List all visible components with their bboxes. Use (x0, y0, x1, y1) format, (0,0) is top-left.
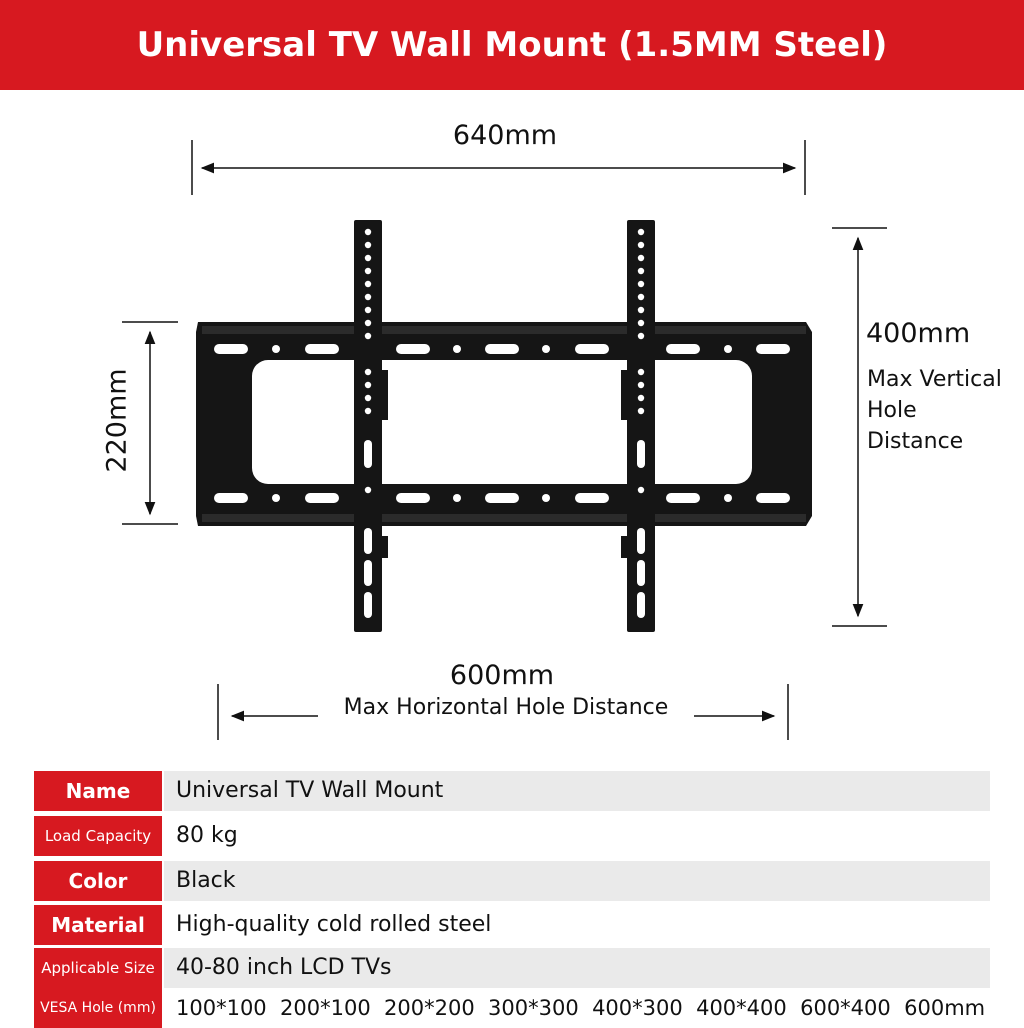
spec-row-load-capacity (34, 816, 990, 856)
spec-label: Color (34, 861, 162, 901)
spec-label: VESA Hole (mm) (34, 988, 162, 1028)
spec-value: Universal TV Wall Mount (164, 771, 990, 811)
spec-label: Material (34, 905, 162, 945)
max-horizontal-caption: Max Horizontal Hole Distance (343, 695, 669, 720)
spec-value: 80 kg (176, 823, 238, 848)
overall-width-label: 640mm (452, 120, 558, 151)
page-title: Universal TV Wall Mount (1.5MM Steel) (136, 25, 888, 65)
spec-label: Name (34, 771, 162, 811)
spec-row-color (34, 861, 990, 901)
spec-label: Applicable Size (34, 948, 162, 988)
mount-frame (196, 322, 812, 526)
spec-row-applicable-size (34, 948, 990, 988)
max-vertical-caption: Max Vertical Hole Distance (867, 367, 1002, 454)
overall-height-label: 220mm (101, 368, 133, 473)
spec-value: 40-80 inch LCD TVs (164, 948, 990, 988)
spec-row-name (34, 771, 990, 811)
spec-value: Black (164, 861, 990, 901)
max-vertical-label: 400mm (866, 318, 971, 349)
spec-row-vesa-hole (34, 988, 990, 1028)
spec-value: 100*100 200*100 200*200 300*300 400*300 400*400 600*400 600mm (176, 996, 986, 1020)
spec-value: High-quality cold rolled steel (176, 912, 492, 937)
spec-row-material (34, 905, 990, 945)
spec-label: Load Capacity (34, 816, 162, 856)
max-horizontal-label: 600mm (449, 660, 555, 691)
